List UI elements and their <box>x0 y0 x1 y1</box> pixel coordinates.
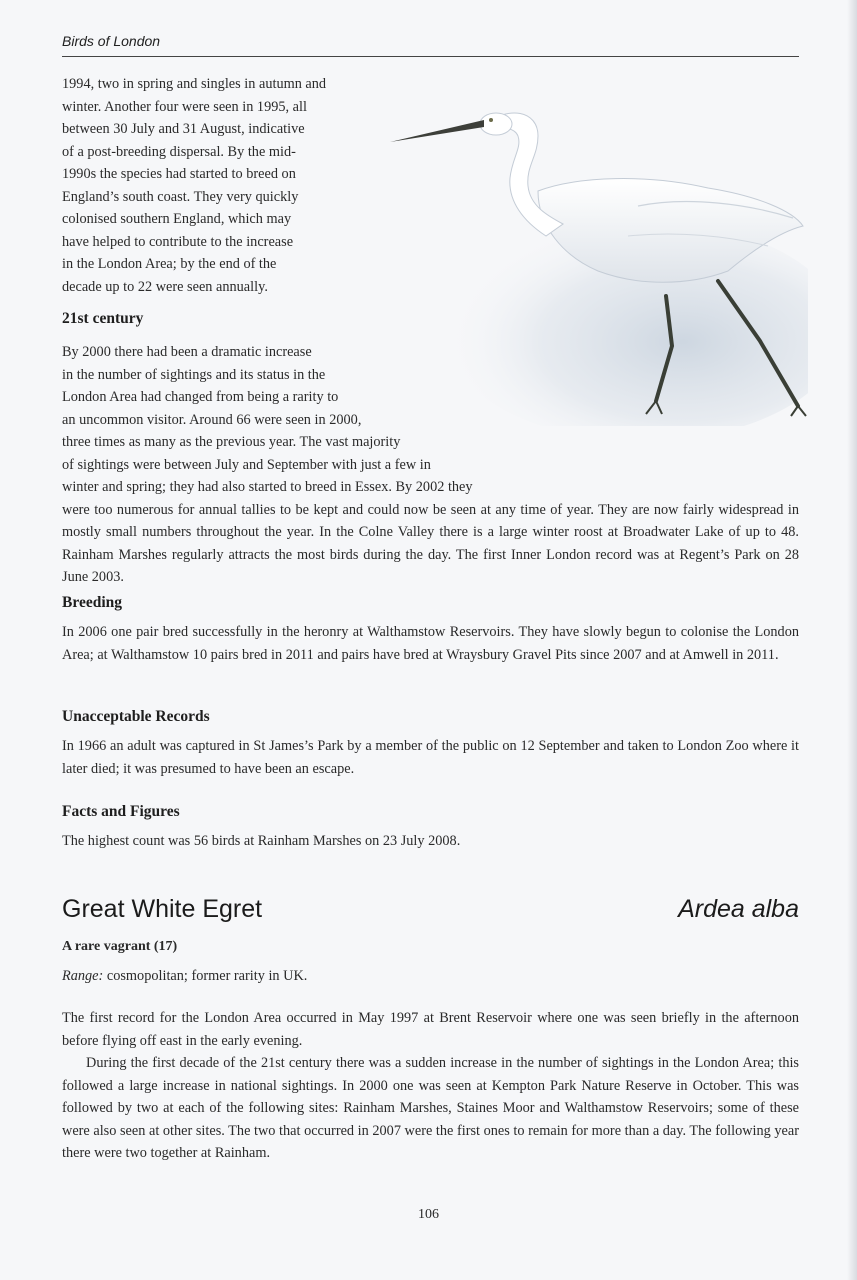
facts-text: The highest count was 56 birds at Rainham Marshes on 23 July 2008. <box>62 833 461 849</box>
section-breeding <box>62 594 799 666</box>
century-line: London Area had changed from being a rarity to <box>62 389 339 405</box>
intro-line: between 30 July and 31 August, indicative <box>62 121 305 137</box>
intro-line: in the London Area; by the end of the <box>62 256 277 272</box>
intro-line: of a post-breeding dispersal. By the mid- <box>62 143 296 160</box>
species-name: Great White Egret <box>62 895 263 923</box>
century-line: an uncommon visitor. Around 66 were seen in 2000, <box>62 411 362 428</box>
breeding-text: In 2006 one pair bred successfully in the heronry at Walthamstow Reservoirs. They have slowly begun to colonise the London Area; at Walthamstow 10 pairs bred in 2011 and pairs have bred at Wraysbury Gravel Pits since 2007 and at Amwell in 2011. <box>62 624 799 663</box>
intro-line: winter. Another four were seen in 1995, all <box>62 98 307 115</box>
intro-line: colonised southern England, which may <box>62 211 292 227</box>
species-latin-name: Ardea alba <box>678 895 799 923</box>
century-rest: were too numerous for annual tallies to be kept and could now be seen at any time of year. They are now fairly widespread in mostly small numbers throughout the year. In the Colne Valley there is a large winter roost at Broadwater Lake of up to 48. Rainham Marshes regularly attracts the most birds during the day. The first Inner London record was at Regent’s Park on 28 June 2003. <box>62 501 799 585</box>
section-facts-figures <box>62 803 799 853</box>
section-unacceptable-records <box>62 708 799 780</box>
species-paragraph-1: The first record for the London Area occurred in May 1997 at Brent Reservoir where one was seen briefly in the afternoon before flying off east in the early evening. <box>62 1010 799 1049</box>
page-number: 106 <box>418 1207 439 1222</box>
section-heading: Facts and Figures <box>62 803 180 820</box>
century-line: By 2000 there had been a dramatic increase <box>62 344 312 360</box>
intro-line: 1994, two in spring and singles in autumn and <box>62 76 327 92</box>
century-paragraph <box>62 341 799 589</box>
century-line: winter and spring; they had also started to breed in Essex. By 2002 they <box>62 479 473 495</box>
unacceptable-text: In 1966 an adult was captured in St James’s Park by a member of the public on 12 September and taken to London Zoo where it later died; it was presumed to have been an escape. <box>62 738 799 777</box>
species-status: A rare vagrant (17) <box>62 939 178 954</box>
intro-line: England’s south coast. They very quickly <box>62 188 299 205</box>
header-rule <box>62 56 799 57</box>
century-line: in the number of sightings and its status in the <box>62 366 326 383</box>
section-heading: 21st century <box>62 310 144 327</box>
century-line: three times as many as the previous year. The vast majority <box>62 434 401 450</box>
species-paragraph-2: During the first decade of the 21st century there was a sudden increase in the number of sightings in the London Area; this followed a large increase in national sightings. In 2000 one was seen at Kempton Park Nature Reserve in October. This was followed by two at each of the following sites: Rainham Marshes, Staines Moor and Walthamstow Reservoirs; some of these were also seen at other sites. The two that occurred in 2007 were the first ones to remain for more than a day. The following year there were two together at Rainham. <box>62 1055 799 1161</box>
century-line: of sightings were between July and September with just a few in <box>62 456 431 473</box>
intro-line: decade up to 22 were seen annually. <box>62 278 268 295</box>
species-status-block <box>62 936 799 987</box>
range-text: cosmopolitan; former rarity in UK. <box>103 967 308 984</box>
range-label: Range: <box>62 967 104 984</box>
species-account <box>62 1007 799 1165</box>
species-range <box>62 965 799 988</box>
section-heading: Unacceptable Records <box>62 708 210 725</box>
running-head: Birds of London <box>62 33 161 49</box>
intro-paragraph <box>62 73 799 298</box>
section-21st-century <box>62 310 799 328</box>
page-edge <box>847 0 857 1280</box>
section-heading: Breeding <box>62 594 122 611</box>
intro-line: 1990s the species had started to breed on <box>62 166 296 182</box>
intro-line: have helped to contribute to the increase <box>62 233 294 250</box>
